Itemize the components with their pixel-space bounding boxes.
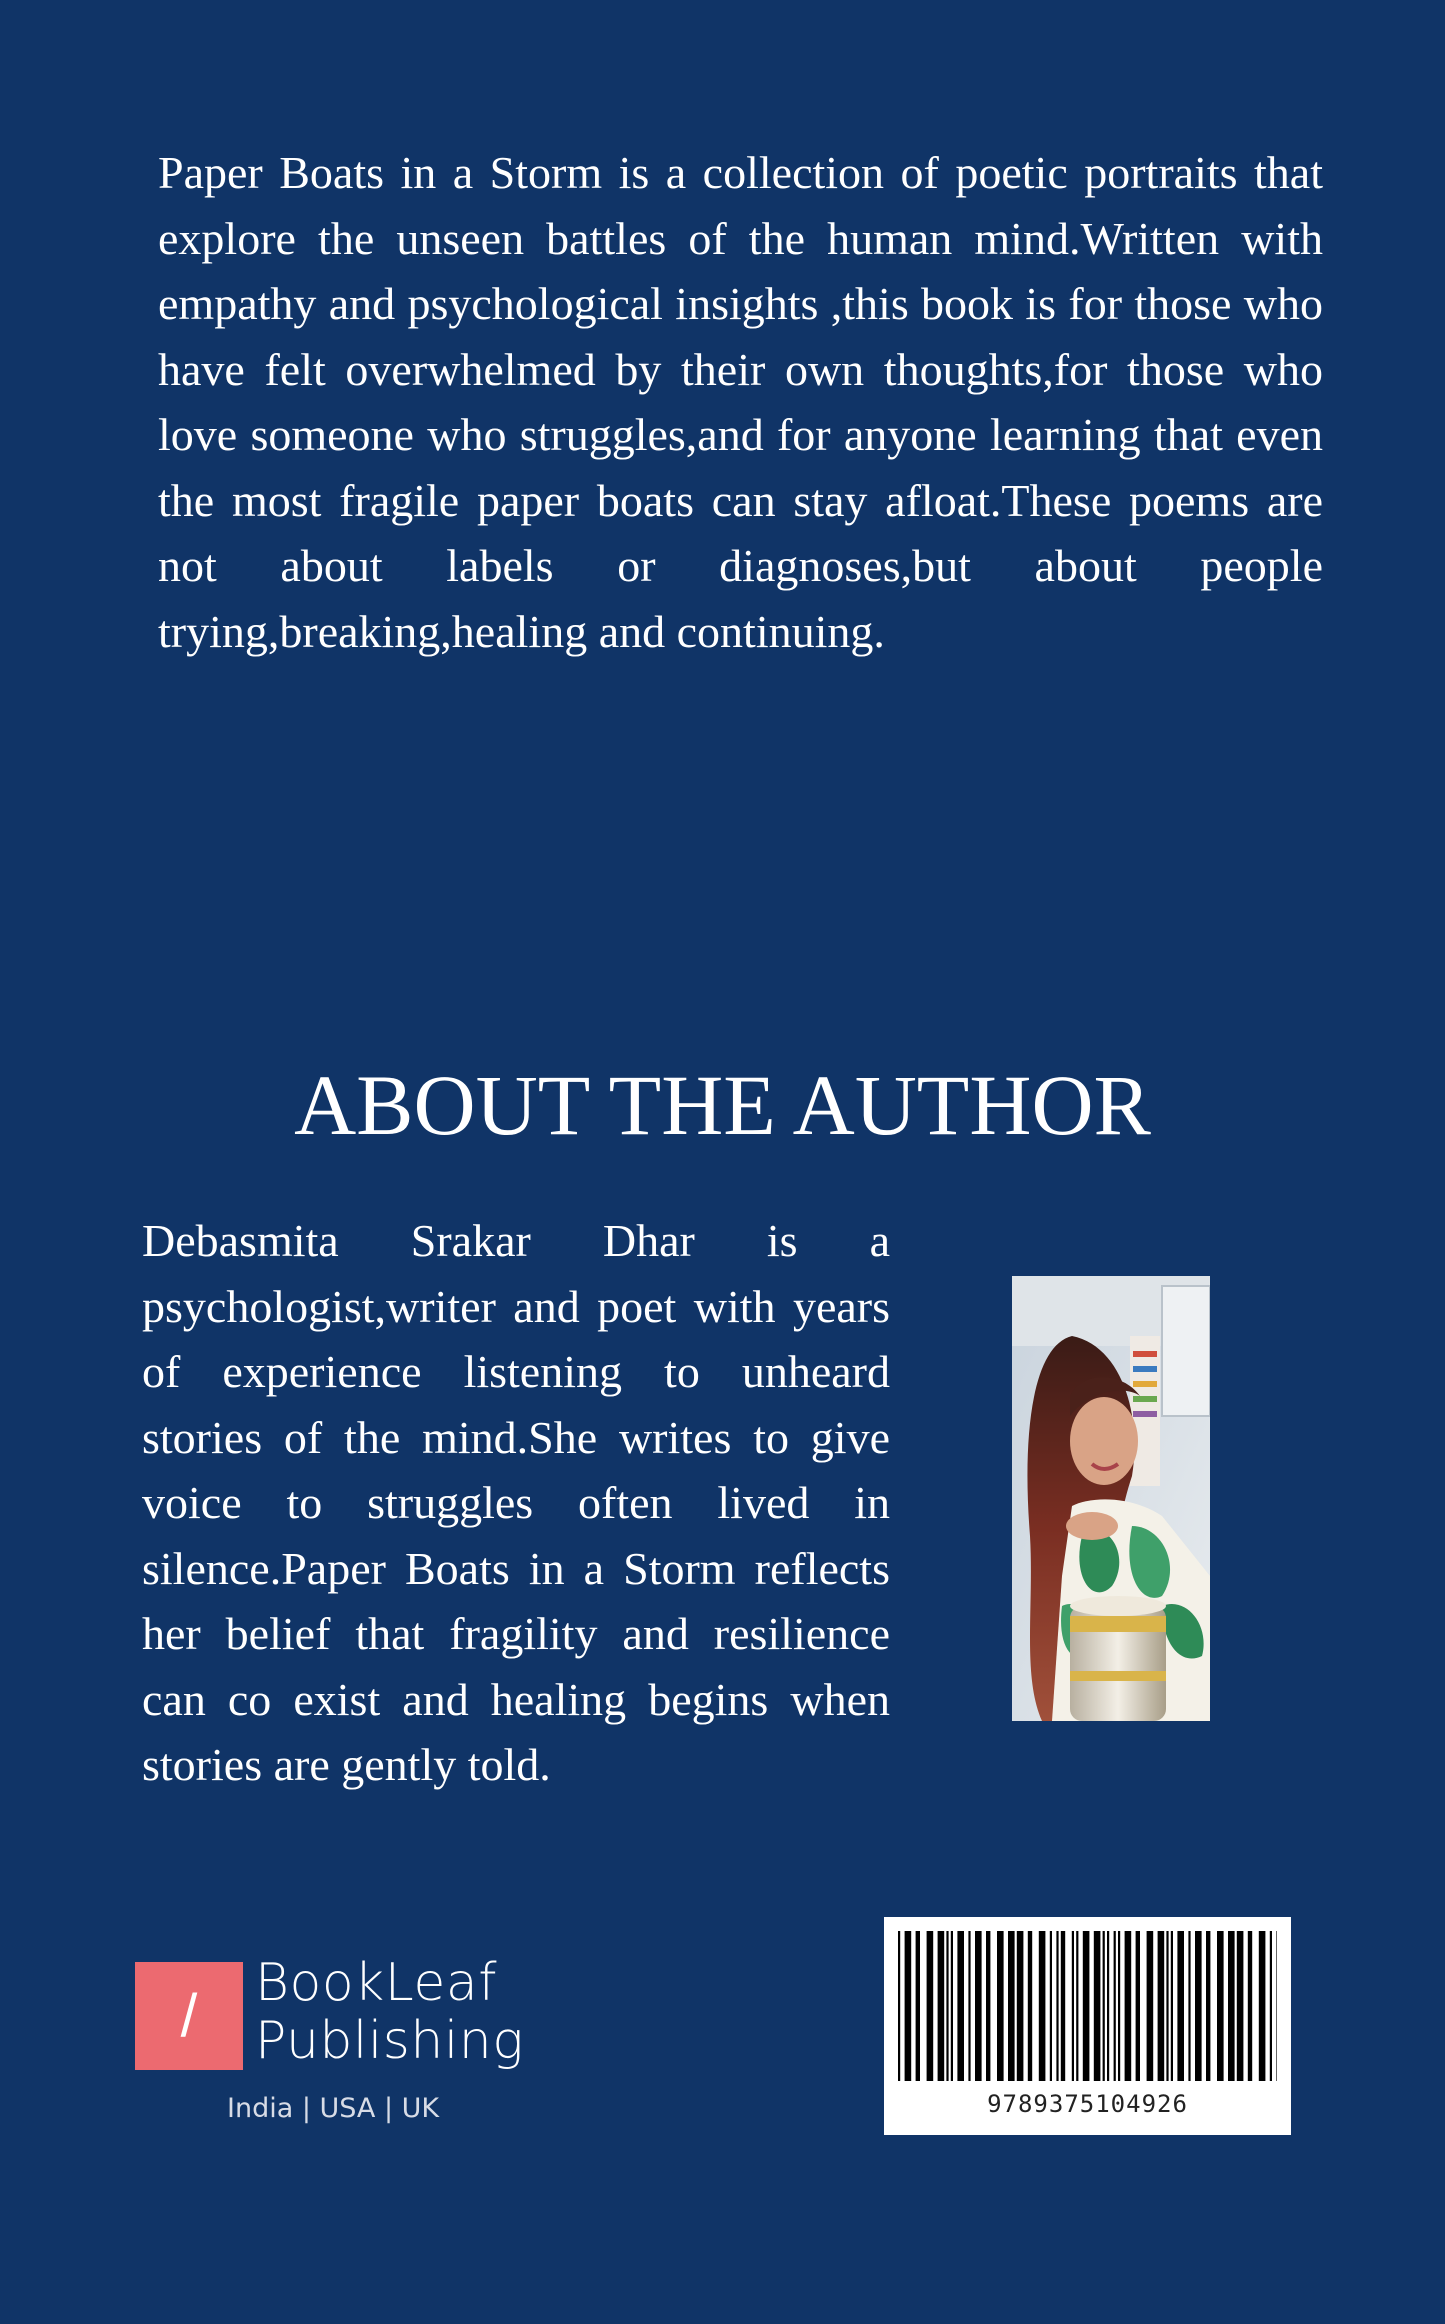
barcode-bars — [884, 1917, 1291, 2087]
barcode-bar — [1206, 1931, 1210, 2081]
barcode-bar — [1107, 1931, 1109, 2081]
barcode-bar — [1248, 1931, 1252, 2081]
barcode-bar — [1083, 1931, 1090, 2081]
barcode-bar — [1259, 1931, 1266, 2081]
barcode-bar — [1114, 1931, 1116, 2081]
barcode-bar — [1237, 1931, 1244, 2081]
barcode-bar — [1050, 1931, 1052, 2081]
barcode-bar — [1094, 1931, 1101, 2081]
barcode-bar — [1056, 1931, 1058, 2081]
author-bio: Debasmita Srakar Dhar is a psychologist,writer and poet with years of experience listening to unheard stories of the mind.She writes to give voice to struggles often lived in silence.Paper Boats in a Storm reflects her belief that fragility and resilience can co exist and healing begins when stories are gently told. — [142, 1215, 890, 1790]
publisher-regions: India | USA | UK — [227, 2093, 440, 2124]
barcode-bar — [927, 1931, 934, 2081]
barcode-bar — [1177, 1931, 1184, 2081]
barcode-bar — [1166, 1931, 1168, 2081]
barcode-bar — [997, 1931, 1004, 2081]
barcode-bar — [1017, 1931, 1024, 2081]
barcode-bar — [1118, 1931, 1120, 2081]
barcode-bar — [1228, 1931, 1235, 2081]
barcode-bar — [905, 1931, 912, 2081]
isbn-number: 9789375104926 — [987, 2090, 1188, 2118]
publisher-slash-icon: / — [180, 1982, 198, 2049]
isbn-barcode — [884, 1917, 1291, 2135]
barcode-bar — [1008, 1931, 1015, 2081]
barcode-bar — [1028, 1931, 1032, 2081]
barcode-bar — [946, 1931, 948, 2081]
barcode-bar — [1039, 1931, 1046, 2081]
publisher-logo — [135, 1953, 555, 2132]
barcode-bar — [975, 1931, 982, 2081]
barcode-bar — [1270, 1931, 1272, 2081]
author-photo — [1012, 1276, 1210, 1721]
book-blurb: Paper Boats in a Storm is a collection of poetic portraits that explore the unseen battles of the human mind.Written with empathy and psychological insights ,this book is for those who have felt overwhelmed by their own thoughts,for those who love someone who struggles,and for anyone learning that even the most fragile paper boats can stay afloat.These poems are not about labels or diagnoses,but about people trying,breaking,healing and continuing. — [158, 147, 1323, 657]
barcode-bar — [957, 1931, 964, 2081]
publisher-name-line2: Publishing — [255, 2011, 524, 2071]
barcode-bar — [1217, 1931, 1224, 2081]
barcode-bar — [1136, 1931, 1140, 2081]
barcode-bar — [898, 1931, 900, 2081]
barcode-bar — [938, 1931, 945, 2081]
barcode-bar — [1188, 1931, 1190, 2081]
publisher-name — [255, 1954, 524, 2070]
barcode-bar — [1072, 1931, 1074, 2081]
barcode-bar — [1076, 1931, 1078, 2081]
barcode-bar — [916, 1931, 920, 2081]
about-author-heading: ABOUT THE AUTHOR — [294, 1057, 1151, 1153]
barcode-bar — [1061, 1931, 1065, 2081]
barcode-bar — [1276, 1931, 1277, 2081]
publisher-name-line1: BookLeaf — [255, 1953, 498, 2013]
barcode-bar — [1158, 1931, 1165, 2081]
barcode-bar — [986, 1931, 990, 2081]
barcode-bar — [1147, 1931, 1154, 2081]
barcode-bar — [1171, 1931, 1173, 2081]
barcode-bar — [1195, 1931, 1202, 2081]
barcode-bar — [968, 1931, 970, 2081]
barcode-bar — [951, 1931, 953, 2081]
barcode-bar — [1103, 1931, 1105, 2081]
barcode-bar — [1125, 1931, 1132, 2081]
